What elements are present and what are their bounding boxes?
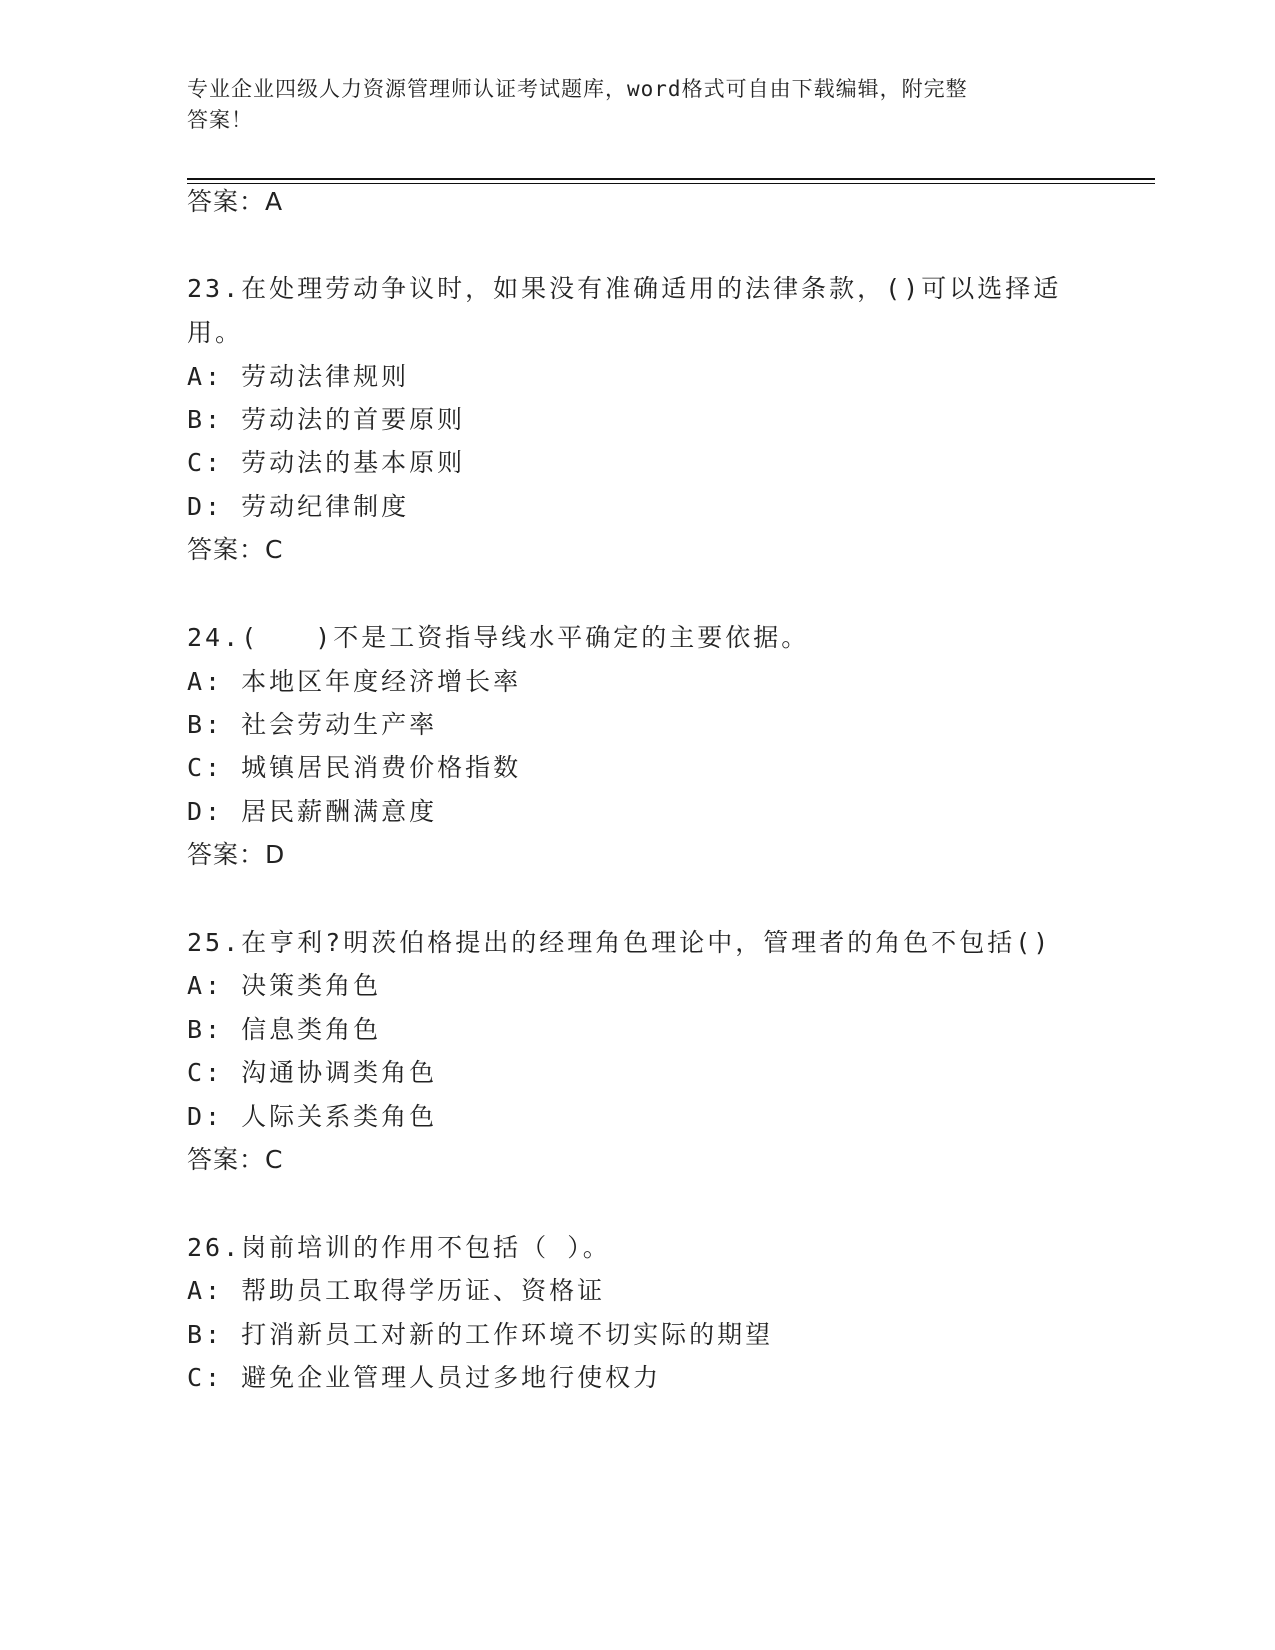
question-25-stem-line-1: 25.在亨利?明茨伯格提出的经理角色理论中，管理者的角色不包括()	[187, 928, 1052, 957]
question-24-option-a: A: 本地区年度经济增长率	[187, 667, 522, 696]
question-23-option-b: B: 劳动法的首要原则	[187, 405, 466, 434]
question-23-option-a: A: 劳动法律规则	[187, 362, 410, 391]
question-23-option-c: C: 劳动法的基本原则	[187, 448, 466, 477]
question-23-stem-line-2: 用。	[187, 318, 244, 347]
header-line-1: 专业企业四级人力资源管理师认证考试题库，word格式可自由下载编辑，附完整	[187, 77, 968, 101]
question-26-stem-line-1: 26.岗前培训的作用不包括（ ）。	[187, 1233, 611, 1262]
question-26-option-c: C: 避免企业管理人员过多地行使权力	[187, 1363, 662, 1392]
question-25-option-a: A: 决策类角色	[187, 971, 382, 1000]
question-23-stem-line-1: 23.在处理劳动争议时，如果没有准确适用的法律条款，()可以选择适	[187, 274, 1062, 303]
question-23-answer: 答案：C	[187, 535, 284, 564]
question-24-option-b: B: 社会劳动生产率	[187, 710, 438, 739]
question-25-option-b: B: 信息类角色	[187, 1015, 382, 1044]
question-26-option-a: A: 帮助员工取得学历证、资格证	[187, 1276, 606, 1305]
question-24-answer: 答案：D	[187, 840, 286, 869]
question-26-option-b: B: 打消新员工对新的工作环境不切实际的期望	[187, 1320, 774, 1349]
question-25-option-c: C: 沟通协调类角色	[187, 1058, 438, 1087]
header-divider-thick	[187, 178, 1155, 180]
question-24-option-c: C: 城镇居民消费价格指数	[187, 753, 522, 782]
question-23-option-d: D: 劳动纪律制度	[187, 492, 410, 521]
header-line-2: 答案！	[187, 108, 253, 132]
question-25-option-d: D: 人际关系类角色	[187, 1102, 438, 1131]
question-25-answer: 答案：C	[187, 1145, 284, 1174]
question-24-stem-line-1: 24.( )不是工资指导线水平确定的主要依据。	[187, 623, 810, 652]
header-divider-thin	[187, 183, 1155, 184]
question-24-option-d: D: 居民薪酬满意度	[187, 797, 438, 826]
document-header	[187, 74, 1087, 136]
prev-answer: 答案：A	[187, 187, 284, 216]
